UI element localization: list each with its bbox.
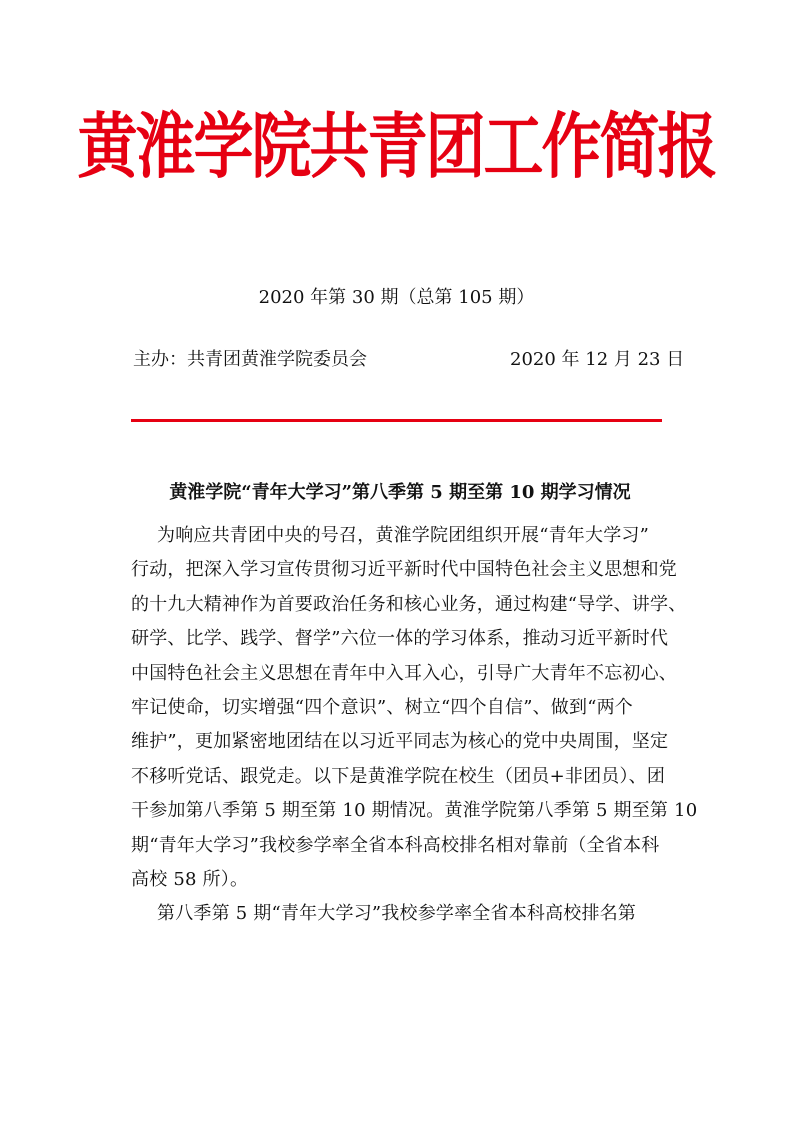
body-line: 牢记使命，切实增强“四个意识”、树立“四个自信”、做到“两个 bbox=[131, 696, 634, 718]
article-title: 黄淮学院“青年大学习”第八季第 5 期至第 10 期学习情况 bbox=[169, 482, 631, 503]
body-line: 为响应共青团中央的号召，黄淮学院团组织开展“青年大学习” bbox=[157, 525, 650, 546]
sponsor-organization: 主办：共青团黄淮学院委员会 bbox=[133, 349, 367, 370]
body-line: 维护”，更加紧密地团结在以习近平同志为核心的党中央周围，坚定 bbox=[131, 731, 669, 753]
article-body bbox=[131, 519, 698, 932]
newsletter-masthead: 黄淮学院共青团工作简报 bbox=[77, 106, 716, 189]
publication-date: 2020 年 12 月 23 日 bbox=[510, 349, 685, 370]
body-line: 第八季第 5 期“青年大学习”我校参学率全省本科高校排名第 bbox=[157, 903, 637, 925]
red-divider-rule bbox=[131, 419, 662, 422]
body-line: 干参加第八季第 5 期至第 10 期情况。黄淮学院第八季第 5 期至第 10 bbox=[131, 800, 698, 822]
body-line: 高校 58 所）。 bbox=[131, 868, 249, 890]
issue-number: 2020 年第 30 期（总第 105 期） bbox=[258, 287, 535, 308]
body-line: 研学、比学、践学、督学”六位一体的学习体系，推动习近平新时代 bbox=[131, 628, 669, 650]
body-line: 行动，把深入学习宣传贯彻习近平新时代中国特色社会主义思想和党 bbox=[131, 559, 677, 581]
body-line: 中国特色社会主义思想在青年中入耳入心，引导广大青年不忘初心、 bbox=[131, 662, 677, 684]
body-line: 的十九大精神作为首要政治任务和核心业务，通过构建“导学、讲学、 bbox=[131, 593, 687, 615]
body-line: 不移听党话、跟党走。以下是黄淮学院在校生（团员+非团员）、团 bbox=[131, 765, 666, 787]
body-line: 期“青年大学习”我校参学率全省本科高校排名相对靠前（全省本科 bbox=[131, 834, 660, 856]
